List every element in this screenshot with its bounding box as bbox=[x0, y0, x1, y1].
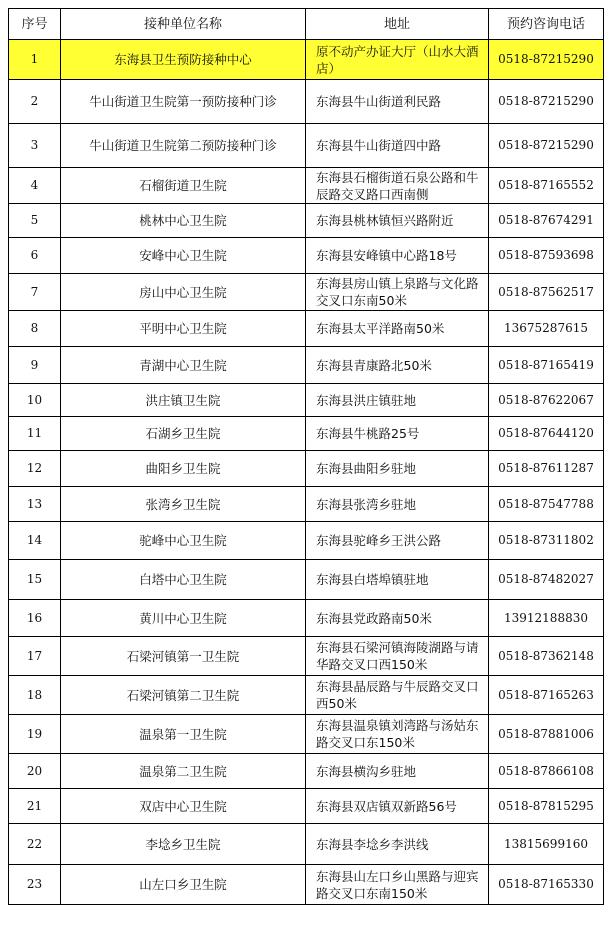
table-row bbox=[9, 168, 604, 204]
serial-number-cell: 18 bbox=[9, 676, 61, 715]
header-row bbox=[9, 9, 604, 40]
serial-number-cell: 10 bbox=[9, 384, 61, 417]
serial-number-cell: 3 bbox=[9, 124, 61, 168]
phone-cell: 0518-87881006 bbox=[489, 715, 604, 754]
table-row bbox=[9, 600, 604, 637]
address-cell: 东海县桃林镇恒兴路附近 bbox=[306, 204, 489, 238]
table-row bbox=[9, 451, 604, 487]
site-name-cell: 驼峰中心卫生院 bbox=[61, 522, 306, 560]
phone-cell: 0518-87215290 bbox=[489, 40, 604, 80]
site-name-cell: 双店中心卫生院 bbox=[61, 789, 306, 824]
header-site-name: 接种单位名称 bbox=[61, 9, 306, 40]
address-cell: 东海县牛桃路25号 bbox=[306, 417, 489, 451]
serial-number-cell: 13 bbox=[9, 487, 61, 522]
site-name-cell: 石梁河镇第二卫生院 bbox=[61, 676, 306, 715]
site-name-cell: 安峰中心卫生院 bbox=[61, 238, 306, 274]
table-row bbox=[9, 274, 604, 311]
phone-cell: 0518-87165263 bbox=[489, 676, 604, 715]
table-row bbox=[9, 637, 604, 676]
address-cell: 东海县白塔埠镇驻地 bbox=[306, 560, 489, 600]
phone-cell: 0518-87311802 bbox=[489, 522, 604, 560]
address-cell: 东海县牛山街道利民路 bbox=[306, 80, 489, 124]
site-name-cell: 房山中心卫生院 bbox=[61, 274, 306, 311]
site-name-cell: 张湾乡卫生院 bbox=[61, 487, 306, 522]
phone-cell: 0518-87362148 bbox=[489, 637, 604, 676]
table-row bbox=[9, 715, 604, 754]
serial-number-cell: 11 bbox=[9, 417, 61, 451]
table-row bbox=[9, 754, 604, 789]
serial-number-cell: 23 bbox=[9, 865, 61, 905]
table-row bbox=[9, 789, 604, 824]
address-cell: 东海县房山镇上泉路与文化路交叉口东南50米 bbox=[306, 274, 489, 311]
phone-cell: 0518-87622067 bbox=[489, 384, 604, 417]
address-cell: 东海县安峰镇中心路18号 bbox=[306, 238, 489, 274]
table-row bbox=[9, 824, 604, 865]
table-row bbox=[9, 124, 604, 168]
address-cell: 东海县曲阳乡驻地 bbox=[306, 451, 489, 487]
phone-cell: 0518-87644120 bbox=[489, 417, 604, 451]
table-row bbox=[9, 204, 604, 238]
serial-number-cell: 21 bbox=[9, 789, 61, 824]
table-row bbox=[9, 560, 604, 600]
table-row bbox=[9, 80, 604, 124]
phone-cell: 13815699160 bbox=[489, 824, 604, 865]
serial-number-cell: 2 bbox=[9, 80, 61, 124]
phone-cell: 0518-87611287 bbox=[489, 451, 604, 487]
serial-number-cell: 9 bbox=[9, 347, 61, 384]
table-body bbox=[9, 40, 604, 905]
serial-number-cell: 16 bbox=[9, 600, 61, 637]
vaccination-sites-table bbox=[8, 8, 604, 905]
site-name-cell: 平明中心卫生院 bbox=[61, 311, 306, 347]
serial-number-cell: 7 bbox=[9, 274, 61, 311]
address-cell: 东海县双店镇双新路56号 bbox=[306, 789, 489, 824]
site-name-cell: 牛山街道卫生院第二预防接种门诊 bbox=[61, 124, 306, 168]
phone-cell: 0518-87215290 bbox=[489, 80, 604, 124]
phone-cell: 0518-87165419 bbox=[489, 347, 604, 384]
phone-cell: 0518-87866108 bbox=[489, 754, 604, 789]
phone-cell: 0518-87482027 bbox=[489, 560, 604, 600]
table-row bbox=[9, 522, 604, 560]
table-row bbox=[9, 417, 604, 451]
site-name-cell: 青湖中心卫生院 bbox=[61, 347, 306, 384]
site-name-cell: 石湖乡卫生院 bbox=[61, 417, 306, 451]
phone-cell: 0518-87165330 bbox=[489, 865, 604, 905]
address-cell: 东海县太平洋路南50米 bbox=[306, 311, 489, 347]
phone-cell: 13675287615 bbox=[489, 311, 604, 347]
site-name-cell: 温泉第一卫生院 bbox=[61, 715, 306, 754]
serial-number-cell: 22 bbox=[9, 824, 61, 865]
table-row bbox=[9, 865, 604, 905]
table-row bbox=[9, 384, 604, 417]
serial-number-cell: 19 bbox=[9, 715, 61, 754]
phone-cell: 0518-87215290 bbox=[489, 124, 604, 168]
header-serial-number: 序号 bbox=[9, 9, 61, 40]
address-cell: 东海县李埝乡李洪线 bbox=[306, 824, 489, 865]
site-name-cell: 石榴街道卫生院 bbox=[61, 168, 306, 204]
address-cell: 东海县党政路南50米 bbox=[306, 600, 489, 637]
phone-cell: 0518-87562517 bbox=[489, 274, 604, 311]
address-cell: 东海县温泉镇刘湾路与汤姑东路交叉口东150米 bbox=[306, 715, 489, 754]
site-name-cell: 曲阳乡卫生院 bbox=[61, 451, 306, 487]
address-cell: 原不动产办证大厅（山水大酒店） bbox=[306, 40, 489, 80]
serial-number-cell: 8 bbox=[9, 311, 61, 347]
site-name-cell: 温泉第二卫生院 bbox=[61, 754, 306, 789]
address-cell: 东海县张湾乡驻地 bbox=[306, 487, 489, 522]
phone-cell: 0518-87165552 bbox=[489, 168, 604, 204]
table-row bbox=[9, 311, 604, 347]
address-cell: 东海县青康路北50米 bbox=[306, 347, 489, 384]
serial-number-cell: 6 bbox=[9, 238, 61, 274]
serial-number-cell: 4 bbox=[9, 168, 61, 204]
table-row bbox=[9, 238, 604, 274]
phone-cell: 0518-87815295 bbox=[489, 789, 604, 824]
address-cell: 东海县晶辰路与牛辰路交叉口西50米 bbox=[306, 676, 489, 715]
site-name-cell: 黄川中心卫生院 bbox=[61, 600, 306, 637]
address-cell: 东海县洪庄镇驻地 bbox=[306, 384, 489, 417]
site-name-cell: 石梁河镇第一卫生院 bbox=[61, 637, 306, 676]
serial-number-cell: 12 bbox=[9, 451, 61, 487]
header-phone: 预约咨询电话 bbox=[489, 9, 604, 40]
serial-number-cell: 1 bbox=[9, 40, 61, 80]
table-row bbox=[9, 347, 604, 384]
phone-cell: 0518-87674291 bbox=[489, 204, 604, 238]
address-cell: 东海县横沟乡驻地 bbox=[306, 754, 489, 789]
phone-cell: 0518-87547788 bbox=[489, 487, 604, 522]
site-name-cell: 洪庄镇卫生院 bbox=[61, 384, 306, 417]
serial-number-cell: 17 bbox=[9, 637, 61, 676]
site-name-cell: 牛山街道卫生院第一预防接种门诊 bbox=[61, 80, 306, 124]
header-address: 地址 bbox=[306, 9, 489, 40]
serial-number-cell: 14 bbox=[9, 522, 61, 560]
serial-number-cell: 20 bbox=[9, 754, 61, 789]
address-cell: 东海县石梁河镇海陵湖路与请华路交叉口西150米 bbox=[306, 637, 489, 676]
site-name-cell: 桃林中心卫生院 bbox=[61, 204, 306, 238]
address-cell: 东海县驼峰乡王洪公路 bbox=[306, 522, 489, 560]
table-row bbox=[9, 487, 604, 522]
phone-cell: 0518-87593698 bbox=[489, 238, 604, 274]
table-row bbox=[9, 676, 604, 715]
serial-number-cell: 5 bbox=[9, 204, 61, 238]
address-cell: 东海县牛山街道四中路 bbox=[306, 124, 489, 168]
address-cell: 东海县石榴街道石泉公路和牛辰路交叉路口西南侧 bbox=[306, 168, 489, 204]
table-row bbox=[9, 40, 604, 80]
phone-cell: 13912188830 bbox=[489, 600, 604, 637]
serial-number-cell: 15 bbox=[9, 560, 61, 600]
address-cell: 东海县山左口乡山黑路与迎宾路交叉口东南150米 bbox=[306, 865, 489, 905]
site-name-cell: 白塔中心卫生院 bbox=[61, 560, 306, 600]
site-name-cell: 山左口乡卫生院 bbox=[61, 865, 306, 905]
site-name-cell: 东海县卫生预防接种中心 bbox=[61, 40, 306, 80]
site-name-cell: 李埝乡卫生院 bbox=[61, 824, 306, 865]
